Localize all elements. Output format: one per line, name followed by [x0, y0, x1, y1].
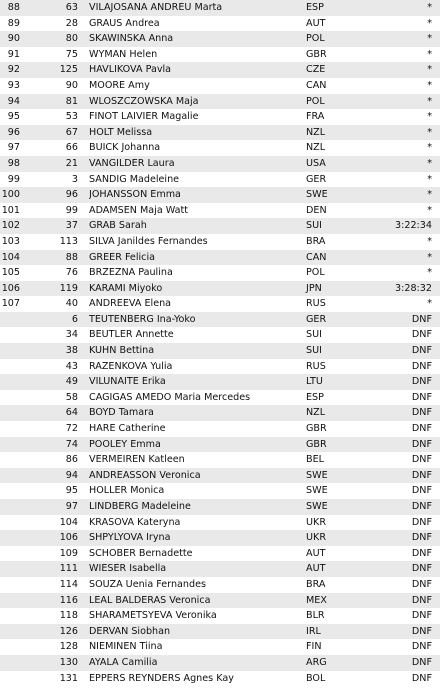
table-row [0, 172, 440, 188]
rider-name-cell: EPPERS REYNDERS Agnes Kay [89, 672, 234, 684]
result-cell: * [427, 64, 432, 76]
rank-cell: 93 [7, 79, 20, 91]
nation-cell: NZL [306, 126, 326, 138]
bib-cell: 43 [65, 360, 78, 372]
bib-cell: 104 [59, 516, 78, 528]
result-cell: DNF [411, 345, 432, 357]
nation-cell: POL [306, 33, 325, 45]
nation-cell: BOL [306, 672, 326, 684]
table-row [0, 483, 440, 499]
result-cell: DNF [411, 407, 432, 419]
rank-cell: 101 [1, 204, 20, 216]
table-row [0, 250, 440, 266]
bib-cell: 21 [65, 157, 78, 169]
bib-cell: 76 [65, 267, 78, 279]
nation-cell: SUI [306, 220, 322, 232]
rank-cell: 103 [1, 235, 20, 247]
nation-cell: GER [306, 173, 327, 185]
rider-name-cell: VILAJOSANA ANDREU Marta [89, 2, 223, 13]
result-cell: * [427, 157, 432, 169]
rider-name-cell: SCHOBER Bernadette [89, 547, 193, 559]
table-row [0, 530, 440, 546]
result-cell: 3:28:32 [395, 282, 432, 294]
result-cell: * [427, 33, 432, 45]
result-cell: DNF [411, 625, 432, 637]
result-cell: * [427, 17, 432, 29]
result-cell: DNF [411, 656, 432, 668]
rider-name-cell: LINDBERG Madeleine [89, 501, 191, 512]
bib-cell: 119 [59, 282, 78, 294]
table-row [0, 187, 440, 203]
bib-cell: 128 [59, 641, 78, 653]
bib-cell: 118 [59, 610, 78, 622]
bib-cell: 72 [65, 423, 78, 435]
nation-cell: GBR [306, 438, 327, 450]
table-row [0, 405, 440, 421]
table-row [0, 218, 440, 234]
nation-cell: AUT [306, 563, 326, 575]
result-cell: * [427, 173, 432, 185]
rank-cell: 100 [1, 189, 20, 201]
bib-cell: 113 [59, 235, 78, 247]
table-row [0, 234, 440, 250]
bib-cell: 106 [59, 532, 78, 544]
table-row [0, 281, 440, 297]
nation-cell: BRA [306, 235, 326, 247]
nation-cell: NZL [306, 407, 326, 419]
nation-cell: GBR [306, 48, 327, 60]
result-cell: * [427, 189, 432, 201]
bib-cell: 3 [71, 173, 78, 185]
rider-name-cell: SOUZA Uenia Fernandes [89, 578, 206, 590]
rank-cell: 94 [7, 95, 20, 107]
bib-cell: 64 [65, 407, 78, 419]
rider-name-cell: GRAUS Andrea [89, 17, 160, 29]
rider-name-cell: SKAWINSKA Anna [89, 33, 174, 45]
result-cell: * [427, 142, 432, 154]
rank-cell: 89 [7, 17, 20, 29]
nation-cell: IRL [306, 625, 321, 637]
table-row [0, 62, 440, 78]
table-row [0, 671, 440, 687]
result-cell: * [427, 204, 432, 216]
rider-name-cell: KUHN Bettina [89, 345, 155, 357]
bib-cell: 88 [65, 251, 78, 263]
result-cell: DNF [411, 672, 432, 684]
rank-cell: 99 [7, 173, 20, 185]
table-row [0, 639, 440, 655]
rider-name-cell: TEUTENBERG Ina-Yoko [89, 313, 196, 325]
rider-name-cell: RAZENKOVA Yulia [89, 360, 173, 372]
nation-cell: POL [306, 267, 325, 279]
bib-cell: 125 [59, 64, 78, 76]
bib-cell: 96 [65, 189, 78, 201]
rider-name-cell: LEAL BALDERAS Veronica [89, 594, 211, 606]
bib-cell: 90 [65, 79, 78, 91]
nation-cell: ESP [306, 2, 324, 13]
bib-cell: 58 [65, 391, 78, 403]
result-cell: DNF [411, 532, 432, 544]
nation-cell: CAN [306, 251, 327, 263]
rider-name-cell: SILVA Janildes Fernandes [89, 235, 208, 247]
rank-cell: 96 [7, 126, 20, 138]
table-row [0, 561, 440, 577]
table-row [0, 203, 440, 219]
table-row [0, 593, 440, 609]
nation-cell: FRA [306, 111, 325, 123]
rider-name-cell: CAGIGAS AMEDO Maria Mercedes [89, 391, 251, 403]
bib-cell: 111 [59, 563, 78, 575]
result-cell: * [427, 2, 432, 13]
table-row [0, 296, 440, 312]
rider-name-cell: HAVLIKOVA Pavla [89, 64, 172, 76]
table-row [0, 515, 440, 531]
nation-cell: BRA [306, 578, 326, 590]
result-cell: DNF [411, 454, 432, 466]
rank-cell: 90 [7, 33, 20, 45]
bib-cell: 95 [65, 485, 78, 497]
rider-name-cell: FINOT LAIVIER Magalie [89, 111, 199, 123]
bib-cell: 126 [59, 625, 78, 637]
result-cell: DNF [411, 438, 432, 450]
bib-cell: 130 [59, 656, 78, 668]
table-row [0, 390, 440, 406]
result-cell: DNF [411, 485, 432, 497]
result-cell: * [427, 235, 432, 247]
result-cell: * [427, 298, 432, 310]
rank-cell: 97 [7, 142, 20, 154]
result-cell: DNF [411, 547, 432, 559]
rider-name-cell: VILUNAITE Erika [89, 376, 166, 388]
result-cell: * [427, 48, 432, 60]
nation-cell: DEN [306, 204, 327, 216]
rider-name-cell: WIESER Isabella [89, 563, 167, 575]
nation-cell: ESP [306, 391, 324, 403]
table-row [0, 624, 440, 640]
nation-cell: AUT [306, 547, 326, 559]
rider-name-cell: KRASOVA Kateryna [89, 516, 181, 528]
result-cell: DNF [411, 329, 432, 341]
table-row [0, 437, 440, 453]
rider-name-cell: SANDIG Madeleine [89, 173, 180, 185]
nation-cell: SWE [306, 501, 328, 512]
bib-cell: 86 [65, 454, 78, 466]
nation-cell: MEX [306, 594, 327, 606]
table-row [0, 16, 440, 32]
rank-cell: 95 [7, 111, 20, 123]
nation-cell: RUS [306, 360, 326, 372]
table-row [0, 125, 440, 141]
nation-cell: GER [306, 313, 327, 325]
bib-cell: 34 [65, 329, 78, 341]
rank-cell: 91 [7, 48, 20, 60]
nation-cell: RUS [306, 298, 326, 310]
table-row [0, 343, 440, 359]
rider-name-cell: HOLT Melissa [89, 126, 153, 138]
rider-name-cell: HARE Catherine [89, 423, 166, 435]
result-cell: * [427, 251, 432, 263]
rider-name-cell: ADAMSEN Maja Watt [89, 204, 189, 216]
rank-cell: 88 [7, 2, 20, 13]
nation-cell: CAN [306, 79, 327, 91]
result-cell: * [427, 267, 432, 279]
table-row [0, 359, 440, 375]
nation-cell: GBR [306, 423, 327, 435]
rider-name-cell: HOLLER Monica [89, 485, 165, 497]
bib-cell: 63 [65, 2, 78, 13]
nation-cell: FIN [306, 641, 322, 653]
bib-cell: 67 [65, 126, 78, 138]
result-cell: DNF [411, 501, 432, 512]
result-cell: DNF [411, 313, 432, 325]
rider-name-cell: BOYD Tamara [89, 407, 154, 419]
result-cell: * [427, 126, 432, 138]
bib-cell: 66 [65, 142, 78, 154]
nation-cell: POL [306, 95, 325, 107]
rider-name-cell: SHARAMETSYEVA Veronika [89, 610, 217, 622]
nation-cell: CZE [306, 64, 326, 76]
nation-cell: UKR [306, 532, 326, 544]
rider-name-cell: WYMAN Helen [89, 48, 158, 60]
result-cell: DNF [411, 360, 432, 372]
table-row [0, 499, 440, 515]
table-row [0, 109, 440, 125]
rank-cell: 92 [7, 64, 20, 76]
rank-cell: 102 [1, 220, 20, 232]
rider-name-cell: WLOSZCZOWSKA Maja [89, 95, 199, 107]
rider-name-cell: KARAMI Miyoko [89, 282, 163, 294]
nation-cell: BEL [306, 454, 324, 466]
nation-cell: AUT [306, 17, 326, 29]
bib-cell: 37 [65, 220, 78, 232]
bib-cell: 131 [59, 672, 78, 684]
nation-cell: BLR [306, 610, 325, 622]
rider-name-cell: MOORE Amy [89, 79, 150, 91]
nation-cell: JPN [306, 282, 322, 294]
rider-name-cell: JOHANSSON Emma [89, 189, 181, 201]
bib-cell: 97 [65, 501, 78, 512]
table-row [0, 47, 440, 63]
result-cell: * [427, 79, 432, 91]
nation-cell: LTU [306, 376, 323, 388]
nation-cell: SUI [306, 329, 322, 341]
table-row [0, 78, 440, 94]
result-cell: DNF [411, 594, 432, 606]
table-row [0, 94, 440, 110]
rider-name-cell: VANGILDER Laura [89, 157, 175, 169]
table-row [0, 655, 440, 671]
result-cell: * [427, 95, 432, 107]
bib-cell: 80 [65, 33, 78, 45]
nation-cell: SUI [306, 345, 322, 357]
rank-cell: 98 [7, 157, 20, 169]
nation-cell: UKR [306, 516, 326, 528]
nation-cell: SWE [306, 485, 328, 497]
rank-cell: 104 [1, 251, 20, 263]
rider-name-cell: VERMEIREN Katleen [89, 454, 185, 466]
bib-cell: 94 [65, 469, 78, 481]
rank-cell: 106 [1, 282, 20, 294]
table-row [0, 546, 440, 562]
nation-cell: SWE [306, 189, 328, 201]
table-row [0, 327, 440, 343]
rider-name-cell: SHPYLYOVA Iryna [89, 532, 171, 544]
bib-cell: 28 [65, 17, 78, 29]
table-row [0, 577, 440, 593]
result-cell: DNF [411, 563, 432, 575]
bib-cell: 109 [59, 547, 78, 559]
bib-cell: 99 [65, 204, 78, 216]
bib-cell: 75 [65, 48, 78, 60]
result-cell: 3:22:34 [395, 220, 432, 232]
rider-name-cell: ANDREASSON Veronica [89, 469, 201, 481]
result-cell: DNF [411, 423, 432, 435]
table-row [0, 468, 440, 484]
result-cell: DNF [411, 516, 432, 528]
bib-cell: 114 [59, 578, 78, 590]
nation-cell: NZL [306, 142, 326, 154]
table-row [0, 31, 440, 47]
rider-name-cell: AYALA Camilia [89, 656, 158, 668]
bib-cell: 74 [65, 438, 78, 450]
bib-cell: 40 [65, 298, 78, 310]
result-cell: DNF [411, 391, 432, 403]
bib-cell: 6 [71, 313, 78, 325]
result-cell: DNF [411, 469, 432, 481]
nation-cell: ARG [306, 656, 327, 668]
rider-name-cell: DERVAN Siobhan [89, 625, 171, 637]
table-row [0, 0, 440, 16]
rank-cell: 107 [1, 298, 20, 310]
rider-name-cell: NIEMINEN Tiina [89, 641, 163, 653]
bib-cell: 49 [65, 376, 78, 388]
bib-cell: 116 [59, 594, 78, 606]
rider-name-cell: BUICK Johanna [89, 142, 161, 154]
result-cell: DNF [411, 610, 432, 622]
table-row [0, 608, 440, 624]
rider-name-cell: GRAB Sarah [89, 220, 147, 232]
bib-cell: 53 [65, 111, 78, 123]
rider-name-cell: BEUTLER Annette [89, 329, 174, 341]
table-row [0, 140, 440, 156]
result-cell: DNF [411, 578, 432, 590]
result-cell: * [427, 111, 432, 123]
table-row [0, 156, 440, 172]
table-row [0, 421, 440, 437]
table-row [0, 312, 440, 328]
result-cell: DNF [411, 376, 432, 388]
rider-name-cell: ANDREEVA Elena [89, 298, 172, 310]
nation-cell: USA [306, 157, 326, 169]
rider-name-cell: BRZEZNA Paulina [89, 267, 173, 279]
rider-name-cell: GREER Felicia [89, 251, 155, 263]
table-row [0, 452, 440, 468]
result-cell: DNF [411, 641, 432, 653]
bib-cell: 81 [65, 95, 78, 107]
nation-cell: SWE [306, 469, 328, 481]
table-row [0, 374, 440, 390]
table-row [0, 265, 440, 281]
bib-cell: 38 [65, 345, 78, 357]
rank-cell: 105 [1, 267, 20, 279]
rider-name-cell: POOLEY Emma [89, 438, 161, 450]
